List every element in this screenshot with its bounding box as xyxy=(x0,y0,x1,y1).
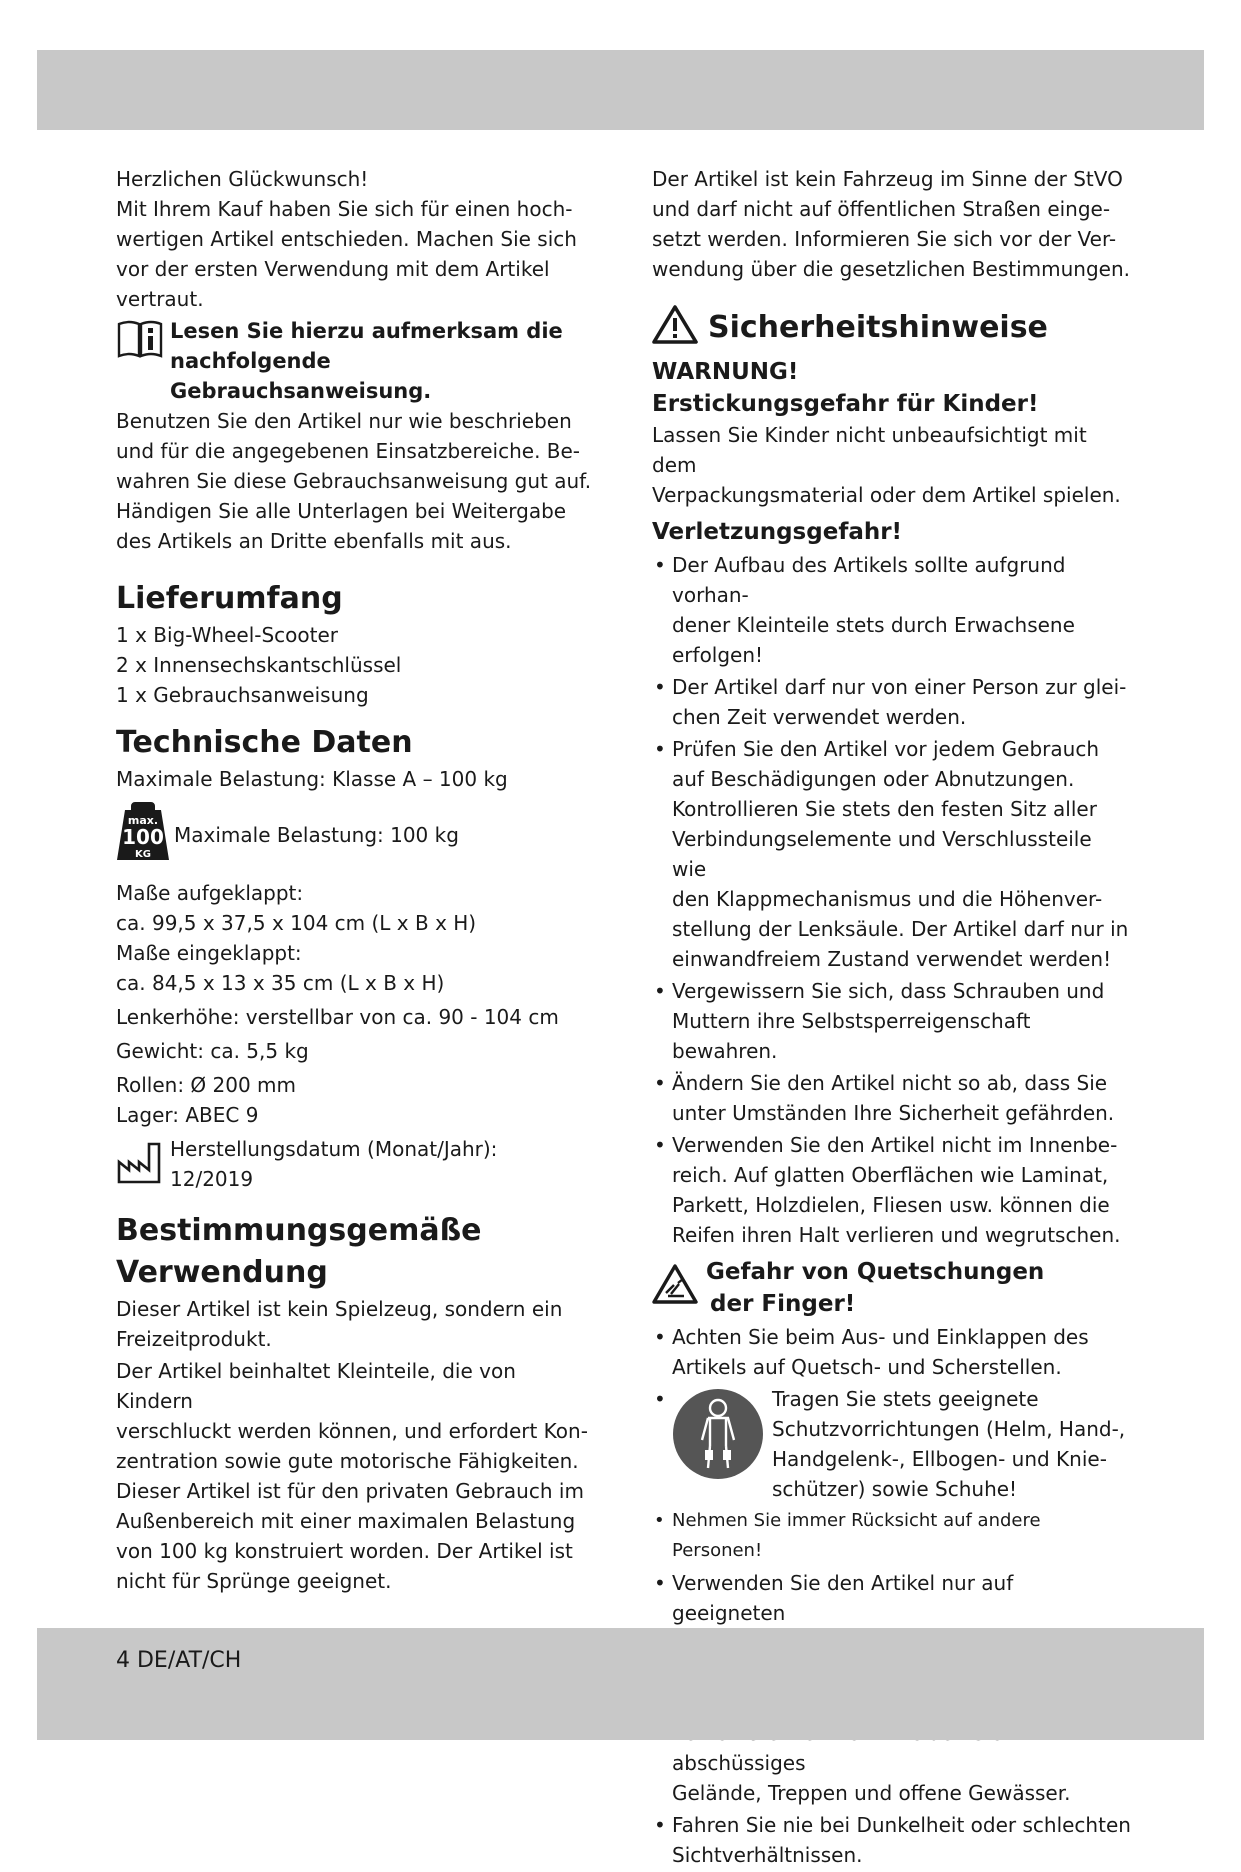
crush-heading: Gefahr von Quetschungen xyxy=(706,1259,1045,1285)
intended-line: Außenbereich mit einer maximalen Belastung xyxy=(116,1509,576,1533)
intended-line: von 100 kg konstruiert worden. Der Artikel ist xyxy=(116,1539,573,1563)
intended-line: Dieser Artikel ist für den privaten Gebrauch im xyxy=(116,1479,584,1503)
intended-line: zentration sowie gute motorische Fähigkeiten. xyxy=(116,1449,579,1473)
manufacture-row xyxy=(116,1134,596,1194)
stvo-line: wendung über die gesetzlichen Bestimmungen. xyxy=(652,257,1130,281)
crush-heading-row xyxy=(652,1256,1132,1320)
suffocation-heading: Erstickungsgefahr für Kinder! xyxy=(652,391,1039,417)
weight-icon-value: 100 xyxy=(122,825,164,849)
stvo-line: setzt werden. Informieren Sie sich vor der Ver- xyxy=(652,227,1117,251)
footer-band xyxy=(37,1628,1204,1740)
usage-line: und für die angegebenen Einsatzbereiche. Be- xyxy=(116,439,581,463)
list-item: • Prüfen Sie den Artikel vor jedem Gebrauch auf Beschädigungen oder Abnutzungen. Kontrollieren Sie stets den festen Sitz aller Verbindungselemente und Verschlussteile wie den Klappmechanismus und die Höhenver- stellung der Lenksäule. Der Artikel darf nur in einwandfreiem Zustand verwendet werden! xyxy=(652,734,1132,974)
spec-line: Rollen: Ø 200 mm xyxy=(116,1073,297,1097)
list-item: • Tragen Sie stets geeignete Schutzvorrichtungen (Helm, Hand-, Handgelenk-, Ellbogen- und Knie- schützer) sowie Schuhe! xyxy=(652,1384,1132,1504)
suffocation-line: Lassen Sie Kinder nicht unbeaufsichtigt mit dem xyxy=(652,423,1087,477)
specs xyxy=(116,878,596,1130)
intended-heading: Verwendung xyxy=(116,1255,328,1290)
weight-icon-unit: KG xyxy=(135,849,151,860)
right-column xyxy=(652,164,1132,1872)
intended-line: nicht für Sprünge geeignet. xyxy=(116,1569,392,1593)
factory-icon xyxy=(116,1140,162,1194)
list-item: • Der Artikel darf nur von einer Person zur glei- chen Zeit verwendet werden. xyxy=(652,672,1132,732)
intro-line: Herzlichen Glückwunsch! xyxy=(116,167,369,191)
warning-label: WARNUNG! xyxy=(652,359,799,385)
list-item: • Nehmen Sie immer Rücksicht auf andere Personen! xyxy=(652,1506,1132,1566)
scope-heading: Lieferumfang xyxy=(116,581,343,616)
injury-heading: Verletzungsgefahr! xyxy=(652,519,903,545)
spec-line: ca. 99,5 x 37,5 x 104 cm (L x B x H) xyxy=(116,911,477,935)
manufacture-label: Herstellungsdatum (Monat/Jahr): xyxy=(170,1137,498,1161)
crush-heading: der Finger! xyxy=(710,1291,856,1317)
spec-line: ca. 84,5 x 13 x 35 cm (L x B x H) xyxy=(116,971,445,995)
protective-gear-icon xyxy=(672,1388,764,1488)
tech-load: Maximale Belastung: Klasse A – 100 kg xyxy=(116,767,508,791)
list-item: • Ändern Sie den Artikel nicht so ab, dass Sie unter Umständen Ihre Sicherheit gefährden. xyxy=(652,1068,1132,1128)
safety-heading-row xyxy=(652,304,1132,352)
intended-heading: Bestimmungsgemäße xyxy=(116,1213,482,1248)
intro-line: Mit Ihrem Kauf haben Sie sich für einen hoch- xyxy=(116,197,573,221)
intended-line: Dieser Artikel ist kein Spielzeug, sondern ein xyxy=(116,1297,563,1321)
spec-line: Lenkerhöhe: verstellbar von ca. 90 - 104 cm xyxy=(116,1005,559,1029)
suffocation-line: Verpackungsmaterial oder dem Artikel spielen. xyxy=(652,483,1121,507)
scope-item: 1 x Big-Wheel-Scooter xyxy=(116,623,339,647)
weight-label: Maximale Belastung: 100 kg xyxy=(174,823,459,847)
list-item: • Fahren Sie nie bei Dunkelheit oder schlechten Sichtverhältnissen. xyxy=(652,1810,1132,1870)
tech-heading: Technische Daten xyxy=(116,725,413,760)
spec-line: Gewicht: ca. 5,5 kg xyxy=(116,1039,309,1063)
list-item: • Verwenden Sie den Artikel nur auf geeigneten abschüssiges Gelände, Treppen und offene Gewässer. xyxy=(652,1568,1132,1808)
injury-list xyxy=(652,550,1132,1250)
safety-heading: Sicherheitshinweise xyxy=(708,310,1048,345)
list-item: • Achten Sie beim Aus- und Einklappen des Artikels auf Quetsch- und Scherstellen. xyxy=(652,1322,1132,1382)
stvo-line: Der Artikel ist kein Fahrzeug im Sinne der StVO xyxy=(652,167,1123,191)
spec-line: Lager: ABEC 9 xyxy=(116,1103,259,1127)
read-notice xyxy=(116,316,596,406)
stvo-line: und darf nicht auf öffentlichen Straßen einge- xyxy=(652,197,1111,221)
left-column xyxy=(116,164,596,1596)
list-item: • Der Aufbau des Artikels sollte aufgrund vorhan- dener Kleinteile stets durch Erwachsene erfolgen! xyxy=(652,550,1132,670)
max-load-row xyxy=(116,800,596,870)
spec-line: Maße aufgeklappt: xyxy=(116,881,304,905)
usage-line: des Artikels an Dritte ebenfalls mit aus. xyxy=(116,529,512,553)
intended-line: Freizeitprodukt. xyxy=(116,1327,272,1351)
intro-line: vertraut. xyxy=(116,287,204,311)
scope-item: 2 x Innensechskantschlüssel xyxy=(116,653,402,677)
manufacture-date: 12/2019 xyxy=(170,1167,254,1191)
read-notice-line: nachfolgende Gebrauchsanweisung. xyxy=(170,349,432,403)
crush-list xyxy=(652,1322,1132,1870)
intended-line: Der Artikel beinhaltet Kleinteile, die von Kindern xyxy=(116,1359,516,1413)
intended-line: verschluckt werden können, und erfordert Kon- xyxy=(116,1419,588,1443)
warning-triangle-icon xyxy=(652,304,698,352)
weight-icon-top: max. xyxy=(127,814,159,827)
intro-line: wertigen Artikel entschieden. Machen Sie sich xyxy=(116,227,577,251)
scope-item: 1 x Gebrauchsanweisung xyxy=(116,683,369,707)
header-band xyxy=(37,50,1204,130)
crush-hazard-icon xyxy=(652,1263,698,1313)
usage-line: wahren Sie diese Gebrauchsanweisung gut auf. xyxy=(116,469,592,493)
usage-line: Händigen Sie alle Unterlagen bei Weitergabe xyxy=(116,499,567,523)
list-item: • Vergewissern Sie sich, dass Schrauben und Muttern ihre Selbstsperreigenschaft bewahren. xyxy=(652,976,1132,1066)
list-item: • Verwenden Sie den Artikel nicht im Innenbe- reich. Auf glatten Oberflächen wie Laminat, Parkett, Holzdielen, Fliesen usw. können die Reifen ihren Halt verlieren und wegrutschen. xyxy=(652,1130,1132,1250)
manual-book-icon xyxy=(116,318,164,368)
weight-icon xyxy=(116,800,170,870)
intro-line: vor der ersten Verwendung mit dem Artikel xyxy=(116,257,550,281)
read-notice-line: Lesen Sie hierzu aufmerksam die xyxy=(170,319,563,343)
usage-line: Benutzen Sie den Artikel nur wie beschrieben xyxy=(116,409,572,433)
page-footer: 4 DE/AT/CH xyxy=(116,1648,242,1673)
spec-line: Maße eingeklappt: xyxy=(116,941,302,965)
